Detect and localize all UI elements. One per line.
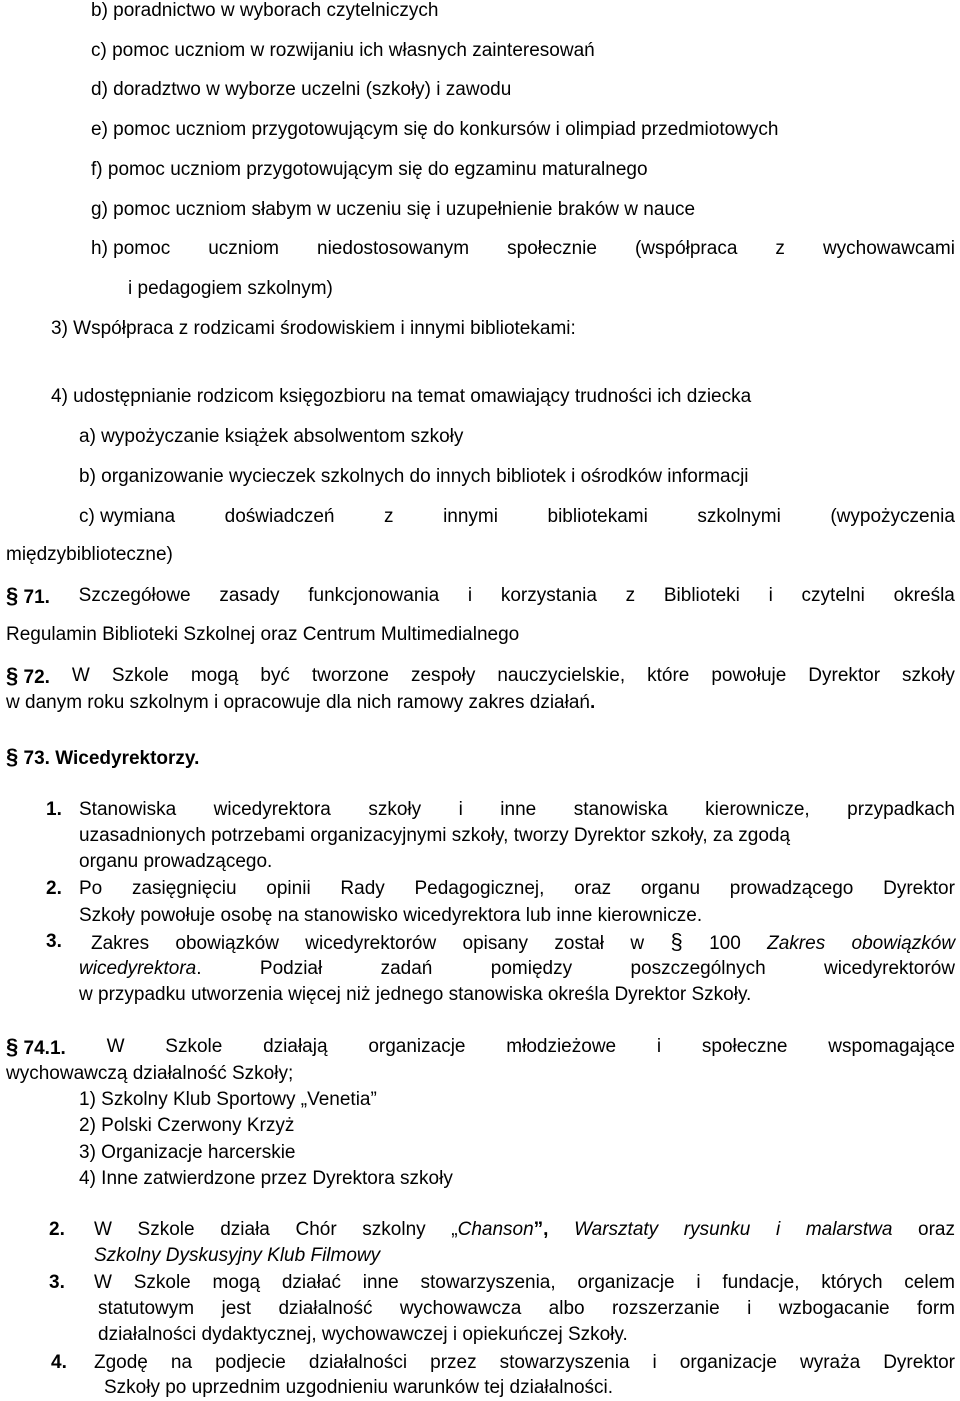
org-item-1: 1) Szkolny Klub Sportowy „Venetia”: [79, 1089, 377, 1110]
point-4c-cont: międzybiblioteczne): [6, 544, 173, 565]
point-4b: b) organizowanie wycieczek szkolnych do innych bibliotek i ośrodków informacji: [79, 466, 749, 487]
s73-p1-line2: uzasadnionych potrzebami organizacyjnymi szkoły, tworzy Dyrektor szkoły, za zgodą: [79, 825, 791, 846]
list-item-h-cont: i pedagogiem szkolnym): [128, 278, 333, 299]
s73-p3-line3: w przypadku utworzenia więcej niż jednego stanowiska określa Dyrektor Szkoły.: [79, 984, 752, 1005]
org-item-4: 4) Inne zatwierdzone przez Dyrektora szkoły: [79, 1168, 453, 1189]
section-number: 74.1.: [23, 1038, 66, 1059]
section-71-cont: Regulamin Biblioteki Szkolnej oraz Centrum Multimedialnego: [6, 624, 520, 645]
s74-p3-line1: W Szkole mogą działać inne stowarzyszenia, organizacje i fundacje, których celem: [94, 1272, 955, 1293]
section-74: § 74.1. W Szkole działają organizacje młodzieżowe i społeczne wspomagające: [6, 1034, 955, 1059]
section-mark: §: [670, 929, 683, 954]
s73-p3-line2: wicedyrektora. Podział zadań pomiędzy poszczególnych wicedyrektorów: [79, 958, 955, 979]
list-item-f: f) pomoc uczniom przygotowującym się do egzaminu maturalnego: [91, 159, 648, 180]
section-72-cont: w danym roku szkolnym i opracowuje dla nich ramowy zakres działań.: [6, 692, 596, 713]
point-3: 3) Współpraca z rodzicami środowiskiem i innymi bibliotekami:: [51, 318, 576, 339]
section-74-cont: wychowawczą działalność Szkoły;: [6, 1063, 294, 1084]
list-item-e: e) pomoc uczniom przygotowującym się do konkursów i olimpiad przedmiotowych: [91, 119, 779, 140]
list-item-b: b) poradnictwo w wyborach czytelniczych: [91, 0, 439, 21]
s74-p3-line3: działalności dydaktycznej, wychowawczej i opiekuńczej Szkoły.: [98, 1324, 628, 1345]
list-item-d: d) doradztwo w wyborze uczelni (szkoły) i zawodu: [91, 79, 512, 100]
section-mark: §: [6, 744, 19, 769]
org-item-3: 3) Organizacje harcerskie: [79, 1142, 296, 1163]
point-4: 4) udostępnianie rodzicom księgozbioru na temat omawiający trudności ich dziecka: [51, 386, 752, 407]
s74-p2-number: 2.: [49, 1219, 65, 1240]
section-mark: §: [6, 663, 19, 688]
point-4a: a) wypożyczanie książek absolwentom szkoły: [79, 426, 464, 447]
list-item-c: c) pomoc uczniom w rozwijaniu ich własnych zainteresowań: [91, 40, 595, 61]
list-item-g: g) pomoc uczniom słabym w uczeniu się i uzupełnienie braków w nauce: [91, 199, 696, 220]
list-item-h: h) pomoc uczniom niedostosowanym społecznie (współpraca z wychowawcami: [91, 238, 955, 259]
section-mark: §: [6, 1034, 19, 1059]
s74-p2-line1: W Szkole działa Chór szkolny „Chanson”, Warsztaty rysunku i malarstwa oraz: [94, 1219, 955, 1240]
s74-p4-number: 4.: [51, 1352, 67, 1373]
org-item-2: 2) Polski Czerwony Krzyż: [79, 1115, 295, 1136]
s74-p2-line2: Szkolny Dyskusyjny Klub Filmowy: [94, 1245, 381, 1266]
section-number: 72.: [23, 667, 50, 688]
s74-p3-number: 3.: [49, 1272, 65, 1293]
s73-p1-line3: organu prowadzącego.: [79, 851, 273, 872]
section-71: § 71. Szczegółowe zasady funkcjonowania i korzystania z Biblioteki i czytelni określa: [6, 583, 955, 608]
s73-p2-line2: Szkoły powołuje osobę na stanowisko wicedyrektora lub inne kierownicze.: [79, 905, 703, 926]
point-4c: c) wymiana doświadczeń z innymi bibliotekami szkolnymi (wypożyczenia: [79, 506, 955, 527]
s73-p3-number: 3.: [46, 931, 62, 952]
s74-p4-line2: Szkoły po uprzednim uzgodnieniu warunków tej działalności.: [104, 1377, 614, 1398]
s73-p3-line1: Zakres obowiązków wicedyrektorów opisany został w § 100 Zakres obowiązków: [91, 929, 956, 954]
section-72: § 72. W Szkole mogą być tworzone zespoły nauczycielskie, które powołuje Dyrektor szkoły: [6, 663, 955, 688]
s73-p2-line1: Po zasięgnięciu opinii Rady Pedagogicznej, oraz organu prowadzącego Dyrektor: [79, 878, 955, 899]
s73-p1-line1: Stanowiska wicedyrektora szkoły i inne stanowiska kierownicze, przypadkach: [79, 799, 955, 820]
section-73-heading: [6, 744, 199, 772]
section-title: 73. Wicedyrektorzy.: [23, 748, 200, 769]
s73-p2-number: 2.: [46, 878, 62, 899]
section-number: 71.: [23, 587, 50, 608]
s74-p3-line2: statutowym jest działalność wychowawcza albo rozszerzanie i wzbogacanie form: [98, 1298, 955, 1319]
s73-p1-number: 1.: [46, 799, 62, 820]
section-mark: §: [6, 583, 19, 608]
s74-p4-line1: Zgodę na podjecie działalności przez stowarzyszenia i organizacje wyraża Dyrektor: [94, 1352, 955, 1373]
